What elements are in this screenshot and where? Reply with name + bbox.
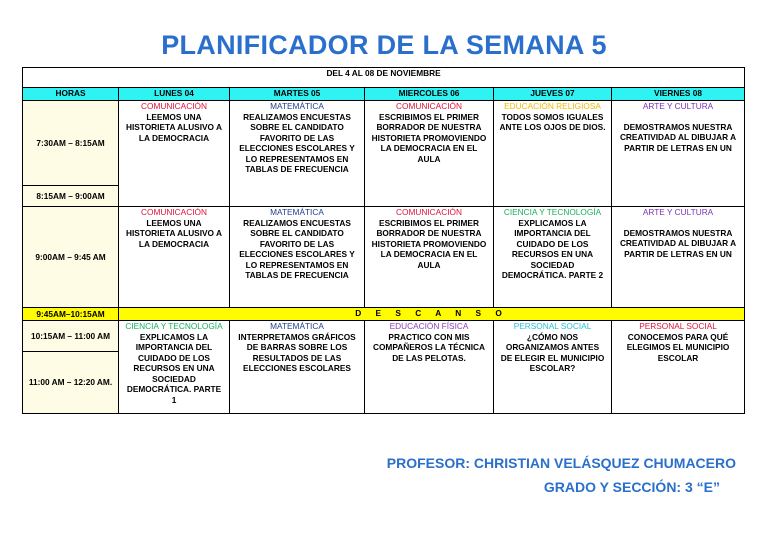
activity-text: ESCRIBIMOS EL PRIMER BORRADOR DE NUESTRA HISTORIETA PROMOVIENDO LA DEMOCRACIA EN EL AULA <box>371 217 487 270</box>
header-row <box>23 88 745 101</box>
hour-cell: 7:30AM – 8:15AM <box>23 101 119 186</box>
subject-label: COMUNICACIÓN <box>141 101 207 111</box>
header-jueves: JUEVES 07 <box>494 88 612 101</box>
header-martes: MARTES 05 <box>230 88 365 101</box>
class-cell-miercoles <box>365 101 494 207</box>
hour-cell: 11:00 AM – 12:20 AM. <box>23 352 119 414</box>
class-cell-lunes <box>119 101 230 207</box>
class-cell-martes <box>230 207 365 308</box>
activity-text: PRACTICO CON MIS COMPAÑEROS LA TÉCNICA DE LAS PELOTAS. <box>372 331 485 363</box>
activity-text: EXPLICAMOS LA IMPORTANCIA DEL CUIDADO DE LOS RECURSOS EN UNA SOCIEDAD DEMOCRÁTICA. PARTE 1 <box>126 331 222 405</box>
subject-label: MATEMÁTICA <box>270 321 324 331</box>
activity-text: EXPLICAMOS LA IMPORTANCIA DEL CUIDADO DE LOS RECURSOS EN UNA SOCIEDAD DEMOCRÁTICA. PARTE 2 <box>501 217 604 280</box>
break-label: D E S C A N S O <box>119 308 745 321</box>
hour-cell: 8:15AM – 9:00AM <box>23 186 119 207</box>
hour-cell: 9:00AM – 9:45 AM <box>23 207 119 308</box>
date-range-row <box>23 68 745 88</box>
page-title: PLANIFICADOR DE LA SEMANA 5 <box>161 30 607 60</box>
class-cell-miercoles <box>365 207 494 308</box>
class-cell-martes <box>230 101 365 207</box>
class-cell-miercoles <box>365 321 494 414</box>
class-cell-viernes <box>612 207 745 308</box>
teacher-name: PROFESOR: CHRISTIAN VELÁSQUEZ CHUMACERO <box>386 455 736 471</box>
schedule-row <box>23 321 745 352</box>
class-cell-jueves <box>494 101 612 207</box>
schedule-row <box>23 101 745 186</box>
subject-label: COMUNICACIÓN <box>141 207 207 217</box>
activity-text: LEEMOS UNA HISTORIETA ALUSIVO A LA DEMOCRACIA <box>125 111 223 143</box>
date-range: DEL 4 AL 08 DE NOVIEMBRE <box>23 68 745 88</box>
class-cell-lunes <box>119 207 230 308</box>
header-viernes: VIERNES 08 <box>612 88 745 101</box>
activity-text: REALIZAMOS ENCUESTAS SOBRE EL CANDIDATO FAVORITO DE LAS ELECCIONES ESCOLARES Y LO REPRESENTAMOS EN TABLAS DE FRECUENCIA <box>239 111 355 174</box>
header-horas: HORAS <box>23 88 119 101</box>
activity-text: TODOS SOMOS IGUALES ANTE LOS OJOS DE DIOS. <box>499 111 606 132</box>
break-hour: 9:45AM–10:15AM <box>23 308 119 321</box>
break-row <box>23 308 745 321</box>
activity-text: INTERPRETAMOS GRÁFICOS DE BARRAS SOBRE LOS RESULTADOS DE LAS ELECCIONES ESCOLARES <box>238 331 356 373</box>
class-cell-jueves <box>494 321 612 414</box>
subject-label: EDUCACIÓN FÍSICA <box>389 321 469 331</box>
activity-text: ¿CÓMO NOS ORGANIZAMOS ANTES DE ELEGIR EL MUNICIPIO ESCOLAR? <box>500 331 605 373</box>
activity-text: CONOCEMOS PARA QUÉ ELEGIMOS EL MUNICIPIO ESCOLAR <box>626 331 730 363</box>
activity-text: ESCRIBIMOS EL PRIMER BORRADOR DE NUESTRA HISTORIETA PROMOVIENDO LA DEMOCRACIA EN EL AULA <box>371 111 487 164</box>
activity-text: DEMOSTRAMOS NUESTRA CREATIVIDAD AL DIBUJAR A PARTIR DE LETRAS EN UN <box>619 121 737 153</box>
activity-text: REALIZAMOS ENCUESTAS SOBRE EL CANDIDATO FAVORITO DE LAS ELECCIONES ESCOLARES Y LO REPRESENTAMOS EN TABLAS DE FRECUENCIA <box>239 217 355 280</box>
subject-label: CIENCIA Y TECNOLOGÍA <box>125 321 223 331</box>
subject-label: ARTE Y CULTURA <box>642 207 714 217</box>
header-lunes: LUNES 04 <box>119 88 230 101</box>
subject-label: EDUCACIÓN RELIGIOSA <box>504 101 601 111</box>
subject-label: COMUNICACIÓN <box>396 207 462 217</box>
class-cell-viernes <box>612 101 745 207</box>
class-cell-viernes <box>612 321 745 414</box>
subject-label: PERSONAL SOCIAL <box>639 321 717 331</box>
subject-label: MATEMÁTICA <box>270 207 324 217</box>
subject-label: ARTE Y CULTURA <box>642 101 714 111</box>
activity-text: LEEMOS UNA HISTORIETA ALUSIVO A LA DEMOCRACIA <box>125 217 223 249</box>
subject-label: MATEMÁTICA <box>270 101 324 111</box>
schedule-row <box>23 207 745 308</box>
subject-label: PERSONAL SOCIAL <box>513 321 592 331</box>
grade-section: GRADO Y SECCIÓN: 3 “E” <box>543 479 720 495</box>
class-cell-jueves <box>494 207 612 308</box>
activity-text: DEMOSTRAMOS NUESTRA CREATIVIDAD AL DIBUJAR A PARTIR DE LETRAS EN UN <box>619 227 737 259</box>
class-cell-martes <box>230 321 365 414</box>
class-cell-lunes <box>119 321 230 414</box>
subject-label: CIENCIA Y TECNOLOGÍA <box>503 207 602 217</box>
header-miercoles: MIERCOLES 06 <box>365 88 494 101</box>
hour-cell: 10:15AM – 11:00 AM <box>23 321 119 352</box>
weekly-schedule-table <box>22 67 745 414</box>
subject-label: COMUNICACIÓN <box>396 101 462 111</box>
